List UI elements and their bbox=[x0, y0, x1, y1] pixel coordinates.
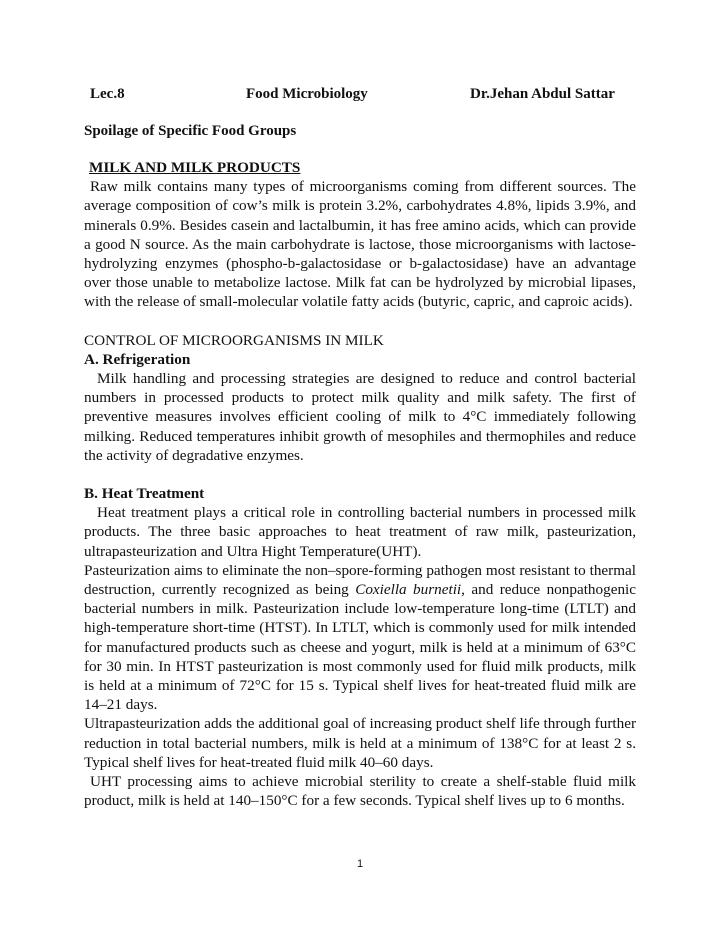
author-name: Dr.Jehan Abdul Sattar bbox=[470, 86, 615, 102]
page-number: 1 bbox=[356, 858, 364, 870]
spacer bbox=[84, 465, 636, 484]
pasteurization-text-end: , and reduce nonpathogenic bacterial numbers in milk. Pasteurization include low-temperature long-time (LTLT) and high-temperature short-time (HTST). In LTLT, which is commonly used for milk intended for manufactured products such as cheese and yogurt, milk is held at a minimum of 63°C for 30 min. In HTST pasteurization is most commonly used for fluid milk products, milk is held at a minimum of 72°C for 15 s. Typical shelf lives for heat-treated fluid milk are 14–21 days. bbox=[84, 581, 637, 714]
lecture-number: Lec.8 bbox=[90, 86, 125, 102]
paragraph-refrigeration: Milk handling and processing strategies are designed to reduce and control bacterial numbers in processed products to protect milk quality and milk safety. The first of preventive measures involves efficient cooling of milk to 4°C immediately following milking. Reduced temperatures inhibit growth of mesophiles and thermophiles and reduce the activity of degradative enzymes. bbox=[84, 370, 636, 464]
paragraph-uht: UHT processing aims to achieve microbial sterility to create a shelf-stable fluid milk product, milk is held at 140–150°C for a few seconds. Typical shelf lives up to 6 months. bbox=[84, 773, 636, 810]
paragraph-pasteurization bbox=[84, 561, 636, 715]
section-heading-control: CONTROL OF MICROORGANISMS IN MILK bbox=[84, 331, 384, 349]
section-heading-milk: MILK AND MILK PRODUCTS bbox=[89, 159, 301, 176]
subheading-refrigeration: A. Refrigeration bbox=[84, 350, 191, 368]
page-title: Spoilage of Specific Food Groups bbox=[84, 123, 297, 139]
pasteurization-text-start: Pasteurization aims to eliminate the non–spore-forming pathogen most resistant to thermal destruction, currently recognized as being bbox=[84, 561, 636, 599]
subheading-heat-treatment: B. Heat Treatment bbox=[84, 485, 205, 503]
paragraph-heat-intro: Heat treatment plays a critical role in controlling bacterial numbers in processed milk products. The three basic approaches to heat treatment of raw milk, pasteurization, ultrapasteurization and Ultra Hight Temperature(UHT). bbox=[84, 504, 636, 560]
organism-name: Coxiella burnetii bbox=[355, 581, 462, 599]
paragraph-milk: Raw milk contains many types of microorganisms coming from different sources. The average composition of cow’s milk is protein 3.2%, carbohydrates 4.8%, lipids 3.9%, and minerals 0.9%. Besides casein and lactalbumin, it has free amino acids, which can provide a good N source. As the main carbohydrate is lactose, those microorganisms with lactose-hydrolyzing enzymes (phospho-b-galactosidase or b-galactosidase) have an advantage over those unable to metabolize lactose. Milk fat can be hydrolyzed by microbial lipases, with the release of small-molecular volatile fatty acids (butyric, capric, and caproic acids). bbox=[84, 178, 636, 311]
spacer bbox=[84, 312, 636, 331]
course-name: Food Microbiology bbox=[246, 86, 368, 102]
paragraph-ultrapasteurization: Ultrapasteurization adds the additional goal of increasing product shelf life through further reduction in total bacterial numbers, milk is held at a minimum of 138°C for at least 2 s. Typical shelf lives for heat-treated fluid milk 40–60 days. bbox=[84, 715, 636, 771]
document-body bbox=[84, 158, 636, 811]
